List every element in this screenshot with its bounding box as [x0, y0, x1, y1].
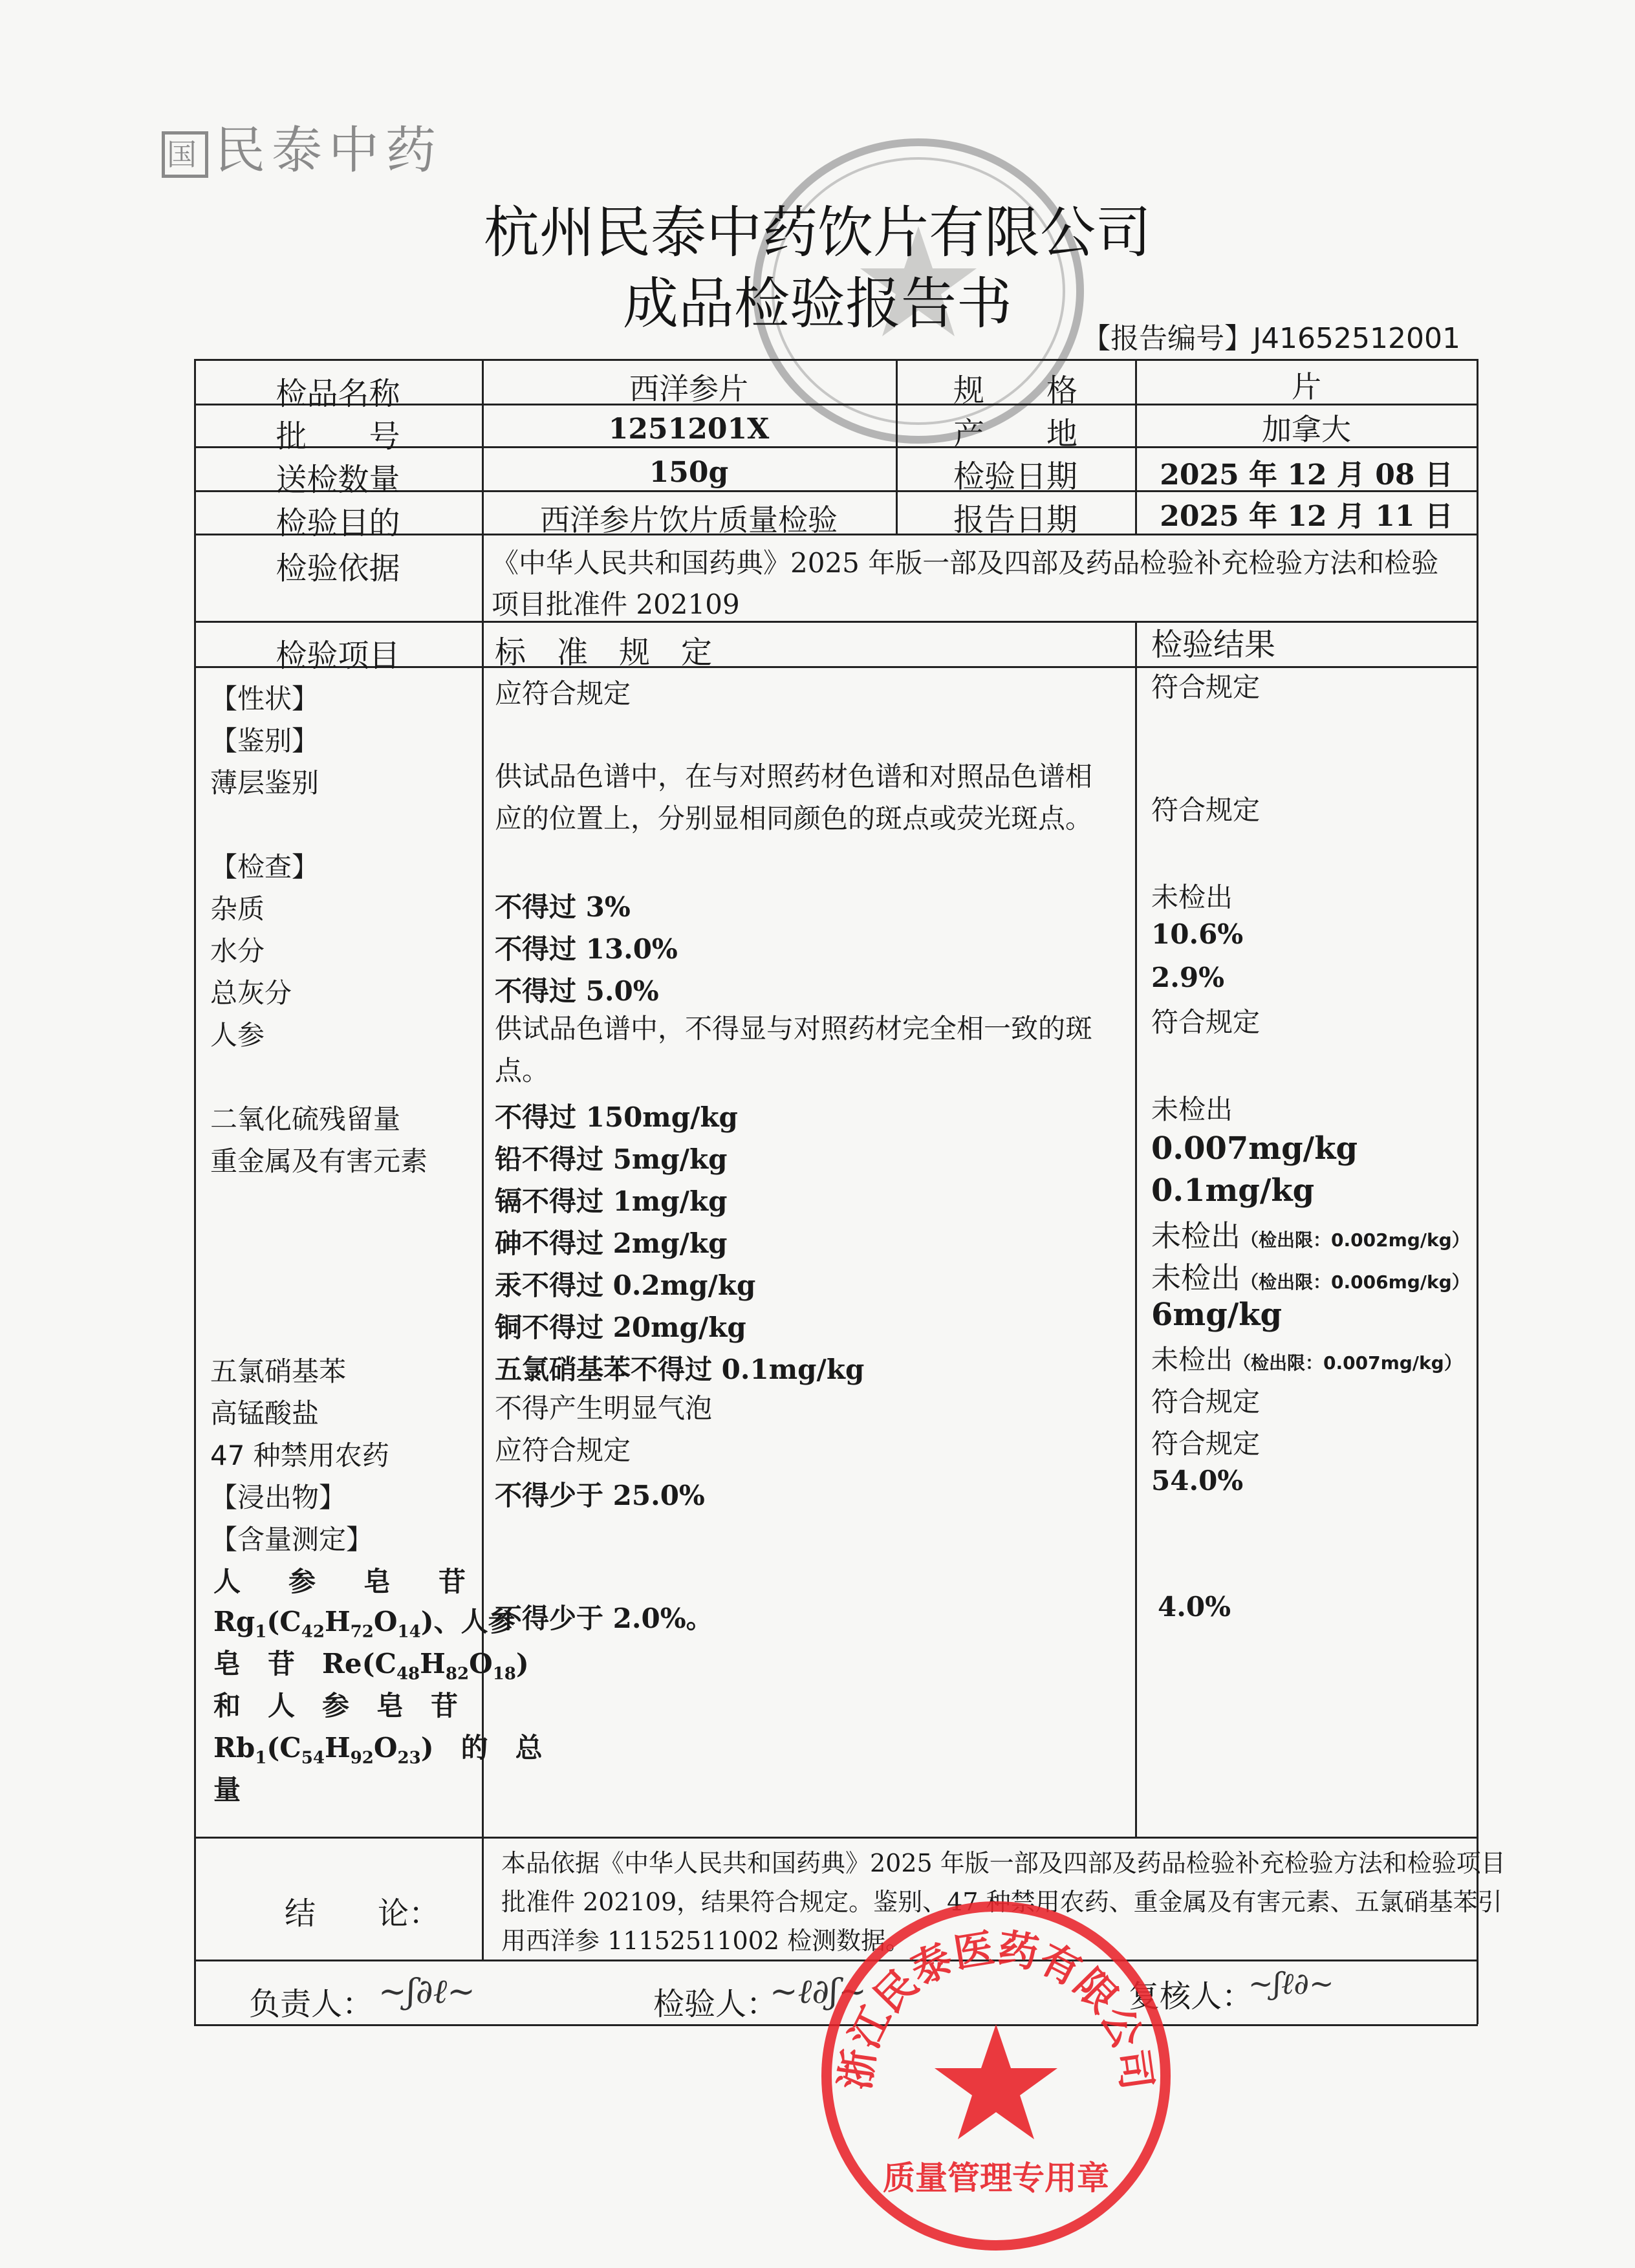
res-impurity: 未检出	[1151, 881, 1233, 913]
signature-reviewer: ~ʃℓ∂~	[1248, 1966, 1334, 2001]
report-date: 2025 年 12 月 11 日	[1160, 500, 1453, 533]
res-copper: 6mg/kg	[1151, 1297, 1283, 1333]
std-ash: 不得过 5.0%	[495, 975, 659, 1007]
std-extract: 不得少于 25.0%	[495, 1480, 705, 1511]
item-extract: 【浸出物】	[210, 1482, 347, 1513]
assay-name-line-2: $Rg_1(C_{42}H_{72}O_{14})$、人参	[213, 1606, 515, 1642]
res-assay: 4.0%	[1158, 1591, 1231, 1623]
std-permanganate: 不得产生明显气泡	[495, 1392, 713, 1424]
item-moisture: 水分	[210, 935, 265, 967]
origin-value: 加拿大	[1262, 412, 1351, 447]
label-purpose: 检验目的	[276, 505, 400, 541]
basis-line-1: 《中华人民共和国药典》2025 年版一部及四部及药品检验补充检验方法和检验	[492, 547, 1439, 579]
res-extract: 54.0%	[1151, 1465, 1244, 1496]
stamp-top-text: 浙江民泰医药有限公司	[831, 1924, 1161, 2093]
spec-value: 片	[1292, 369, 1321, 404]
item-inspection: 【检查】	[210, 851, 319, 883]
label-inspector: 检验人：	[653, 1986, 778, 2022]
item-pesticides: 47 种禁用农药	[210, 1440, 389, 1471]
conclusion-label: 结 论：	[285, 1895, 440, 1932]
header-item: 检验项目	[276, 638, 400, 674]
std-pcnb: 五氯硝基苯不得过 0.1mg/kg	[495, 1354, 865, 1385]
std-tlc-2: 应的位置上，分别显相同颜色的斑点或荧光斑点。	[495, 803, 1093, 834]
res-pcnb: 未检出（检出限：0.007mg/kg）	[1151, 1344, 1462, 1376]
item-heavy-metals: 重金属及有害元素	[210, 1145, 428, 1177]
std-character: 应符合规定	[495, 678, 631, 709]
item-impurity: 杂质	[210, 893, 265, 925]
batch-number: 1251201X	[608, 413, 770, 446]
purpose-value: 西洋参片饮片质量检验	[540, 502, 838, 537]
conclusion-line-2: 批准件 202109，结果符合规定。鉴别、47 种禁用农药、重金属及有害元素、五氯硝基苯引	[501, 1888, 1502, 1916]
std-so2: 不得过 150mg/kg	[495, 1101, 738, 1133]
sample-name: 西洋参片	[629, 371, 748, 406]
item-so2: 二氧化硫残留量	[210, 1103, 401, 1135]
label-batch: 批 号	[276, 418, 400, 455]
assay-name-line-1: 人 参 皂 苷	[213, 1566, 466, 1597]
stamp-bottom-text: 质量管理专用章	[883, 2159, 1109, 2197]
res-so2: 未检出	[1151, 1094, 1233, 1125]
label-person-in-charge: 负责人：	[249, 1986, 374, 2022]
test-date: 2025 年 12 月 08 日	[1160, 459, 1453, 491]
res-lead: 0.007mg/kg	[1151, 1130, 1358, 1167]
item-ginseng: 人参	[210, 1019, 265, 1051]
logo-mark-icon: 国	[162, 131, 208, 178]
res-ginseng: 符合规定	[1151, 1006, 1261, 1038]
std-ginseng-1: 供试品色谱中，不得显与对照药材完全相一致的斑	[495, 1013, 1093, 1044]
item-pcnb: 五氯硝基苯	[210, 1355, 347, 1387]
std-mercury: 汞不得过 0.2mg/kg	[495, 1269, 756, 1301]
item-ash: 总灰分	[210, 977, 292, 1009]
std-cadmium: 镉不得过 1mg/kg	[495, 1185, 728, 1217]
assay-name-line-3: 皂 苷 $Re(C_{48}H_{82}O_{18})$	[213, 1648, 529, 1684]
header-standard: 标 准 规 定	[495, 634, 713, 671]
res-cadmium: 0.1mg/kg	[1151, 1172, 1315, 1209]
company-logo	[162, 110, 442, 182]
logo-text: 民泰中药	[215, 122, 443, 180]
assay-name-line-5: 量	[213, 1774, 241, 1806]
item-character: 【性状】	[210, 683, 319, 715]
label-origin: 产 地	[953, 416, 1077, 452]
red-seal-stamp	[815, 1895, 1177, 2257]
signature-person-in-charge: ~ʃ∂ℓ~	[378, 1972, 475, 2011]
label-quantity: 送检数量	[276, 462, 400, 498]
item-identification: 【鉴别】	[210, 725, 319, 757]
report-number: 【报告编号】J41652512001	[1082, 322, 1460, 355]
item-permanganate: 高锰酸盐	[210, 1398, 319, 1429]
report-title: 成品检验报告书	[623, 272, 1012, 336]
std-arsenic: 砷不得过 2mg/kg	[495, 1227, 728, 1259]
std-assay: 不得少于 2.0%。	[495, 1603, 713, 1634]
label-basis: 检验依据	[276, 550, 400, 587]
basis-line-2: 项目批准件 202109	[492, 589, 740, 620]
company-title: 杭州民泰中药饮片有限公司	[484, 200, 1151, 265]
std-moisture: 不得过 13.0%	[495, 933, 678, 965]
std-pesticides: 应符合规定	[495, 1434, 631, 1466]
res-mercury: 未检出（检出限：0.006mg/kg）	[1151, 1260, 1470, 1295]
quantity-value: 150g	[649, 456, 729, 489]
label-report-date: 报告日期	[953, 502, 1077, 538]
std-impurity: 不得过 3%	[495, 891, 631, 923]
res-ash: 2.9%	[1151, 962, 1224, 993]
std-copper: 铜不得过 20mg/kg	[495, 1312, 746, 1343]
res-pesticides: 符合规定	[1151, 1428, 1261, 1460]
item-tlc: 薄层鉴别	[210, 767, 319, 799]
label-test-date: 检验日期	[953, 459, 1077, 495]
std-ginseng-2: 点。	[495, 1055, 550, 1086]
conclusion-line-1: 本品依据《中华人民共和国药典》2025 年版一部及四部及药品检验补充检验方法和检验项目	[501, 1849, 1506, 1877]
assay-name-line-4b: $Rb_1(C_{54}H_{92}O_{23})$ 的 总	[213, 1732, 543, 1768]
res-permanganate: 符合规定	[1151, 1386, 1261, 1418]
item-assay: 【含量测定】	[210, 1524, 374, 1555]
res-character: 符合规定	[1151, 671, 1261, 703]
res-moisture: 10.6%	[1151, 918, 1244, 950]
label-spec: 规 格	[953, 373, 1077, 409]
conclusion-line-3: 用西洋参 11152511002 检测数据。	[501, 1927, 911, 1955]
assay-name-line-4: 和 人 参 皂 苷	[213, 1690, 459, 1722]
label-sample-name: 检品名称	[276, 376, 400, 412]
res-tlc: 符合规定	[1151, 794, 1261, 826]
std-tlc-1: 供试品色谱中，在与对照药材色谱和对照品色谱相	[495, 761, 1093, 792]
signature-inspector: ~ℓ∂ʃ~	[770, 1972, 867, 2011]
label-reviewer: 复核人：	[1129, 1978, 1253, 2014]
header-result: 检验结果	[1151, 627, 1276, 663]
std-lead: 铅不得过 5mg/kg	[495, 1143, 728, 1175]
res-arsenic: 未检出（检出限：0.002mg/kg）	[1151, 1218, 1470, 1253]
